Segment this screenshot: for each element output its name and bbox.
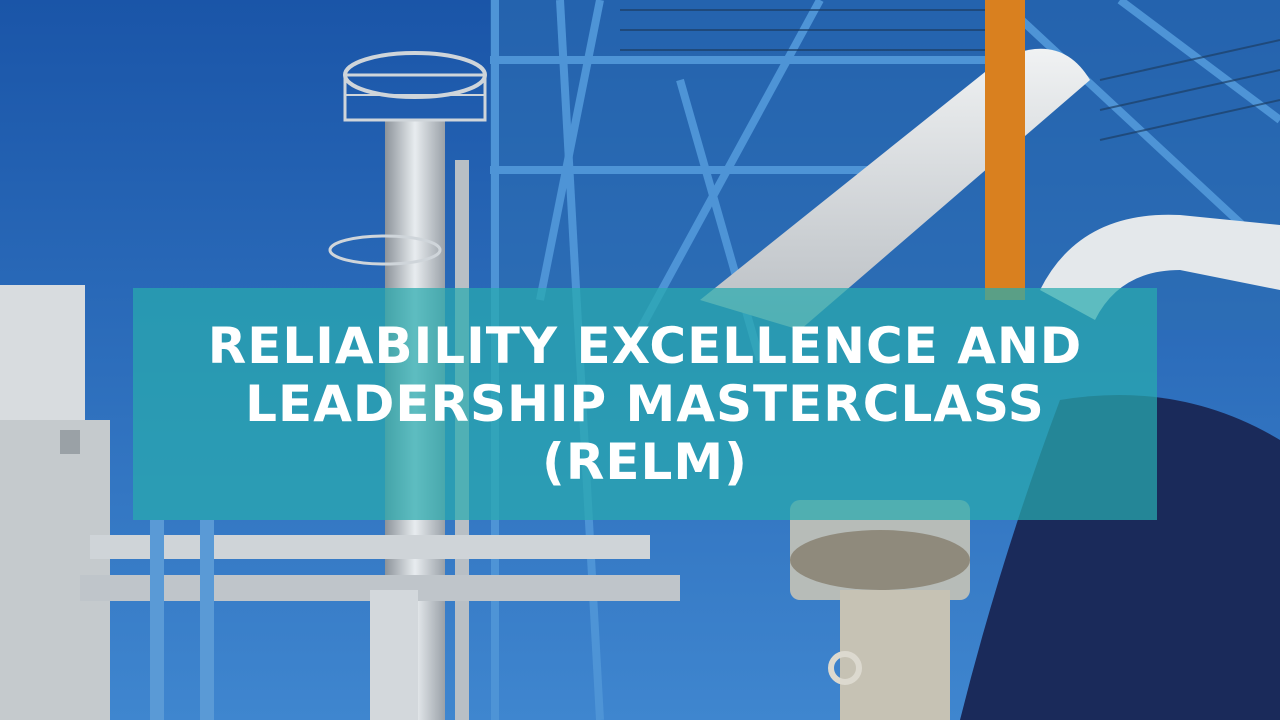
course-title (208, 317, 1083, 491)
title-banner (133, 288, 1157, 520)
title-line-3: (RELM) (542, 433, 748, 491)
title-line-1: RELIABILITY EXCELLENCE AND (207, 317, 1083, 375)
orange-pole (985, 0, 1025, 300)
title-line-2: LEADERSHIP MASTERCLASS (245, 375, 1045, 433)
